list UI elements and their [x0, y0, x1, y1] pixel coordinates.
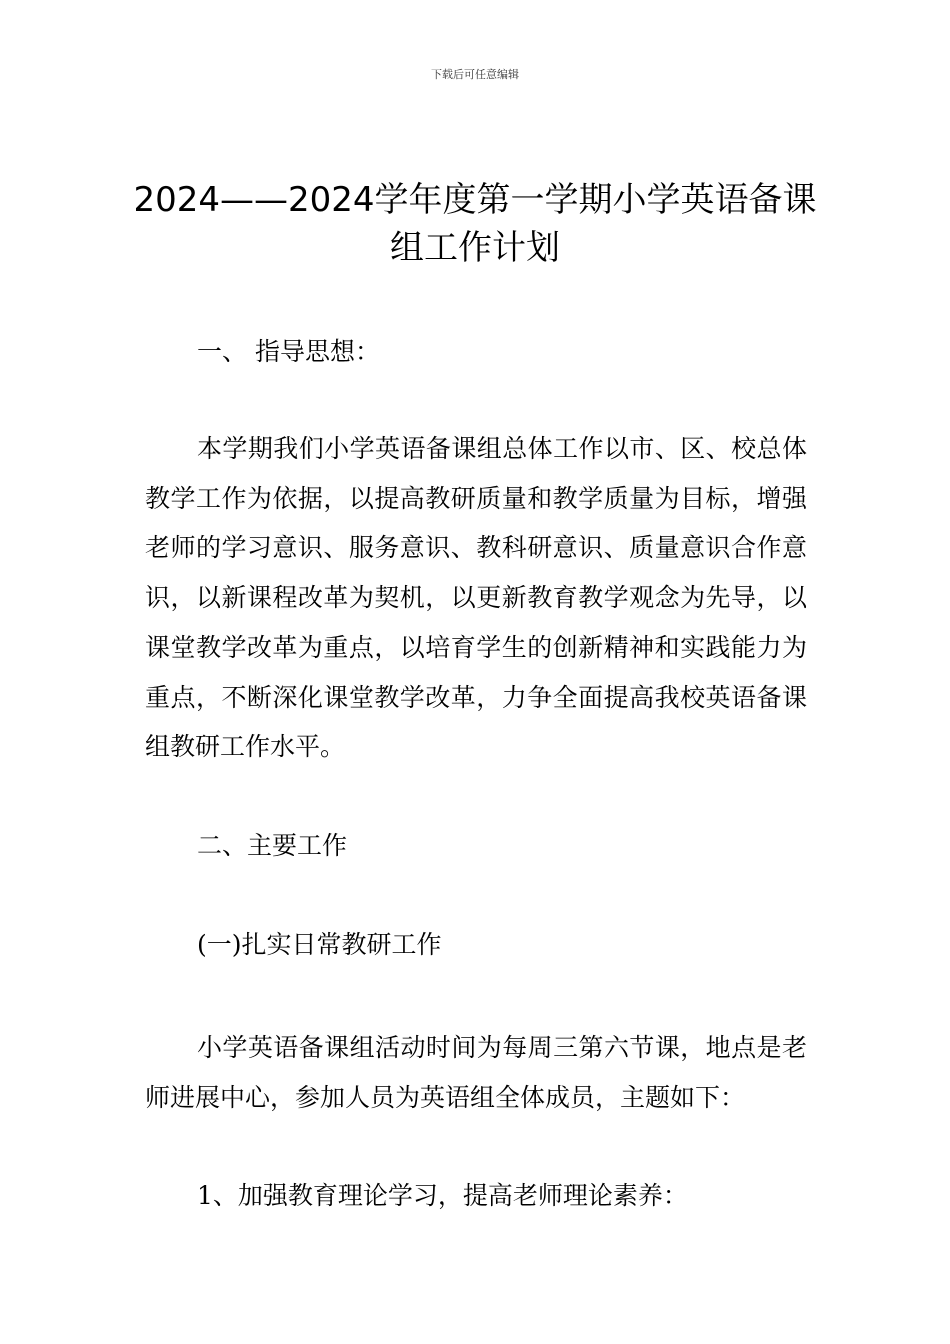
- section-heading-main-work: 二、主要工作: [197, 831, 348, 860]
- subsection-heading-daily-research: (一)扎实日常教研工作: [197, 930, 442, 959]
- document-title: 2024——2024学年度第一学期小学英语备课组工作计划: [133, 180, 817, 268]
- section-heading-guiding-ideology: 一、 指导思想：: [197, 337, 380, 366]
- section-body-guiding-ideology: 本学期我们小学英语备课组总体工作以市、区、校总体教学工作为依据，以提高教研质量和教学质量为目标，增强老师的学习意识、服务意识、教科研意识、质量意识合作意识，以新课程改革为契机，以更新教育教学观念为先导，以课堂教学改革为重点，以培育学生的创新精神和实践能力为重点，不断深化课堂教学改革，力争全面提高我校英语备课组教研工作水平。: [145, 434, 807, 762]
- header-note: 下载后可任意编辑: [431, 68, 519, 81]
- subsection-body-daily-research: 小学英语备课组活动时间为每周三第六节课，地点是老师进展中心，参加人员为英语组全体成员，主题如下：: [145, 1033, 807, 1112]
- list-item-1: 1、加强教育理论学习，提高老师理论素养：: [197, 1181, 688, 1210]
